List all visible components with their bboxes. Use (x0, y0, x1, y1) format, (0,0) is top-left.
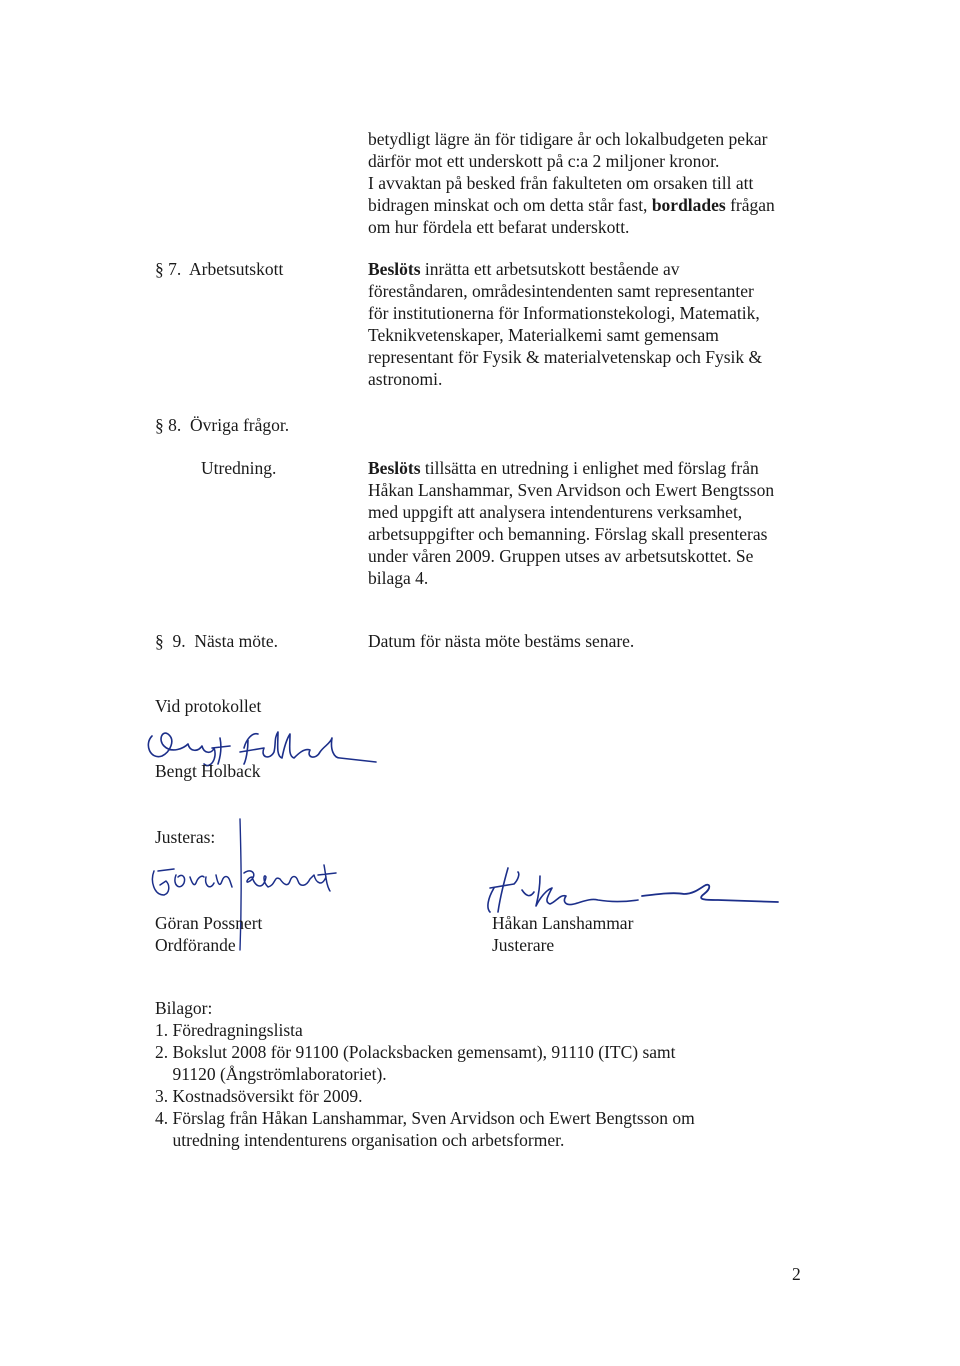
text-line: I avvaktan på besked från fakulteten om orsaken till att (368, 173, 754, 193)
text-line: astronomi. (368, 369, 443, 389)
page-number: 2 (792, 1264, 801, 1284)
text-fragment: tillsätta en utredning i enlighet med förslag från (420, 458, 759, 478)
protocol-name: Bengt Holback (155, 761, 261, 781)
section-8-sublabel: Utredning. (201, 458, 277, 478)
text-line: därför mot ett underskott på c:a 2 miljoner kronor. (368, 151, 720, 171)
list-item: 4. Förslag från Håkan Lanshammar, Sven Arvidson och Ewert Bengtsson om (155, 1108, 695, 1128)
text-line: arbetsuppgifter och bemanning. Förslag skall presenteras (368, 524, 768, 544)
section-7-body (368, 258, 762, 390)
text-line (368, 258, 762, 280)
attachments-list (155, 997, 695, 1151)
signatory-right-name: Håkan Lanshammar (492, 913, 634, 933)
text-line: Teknikvetenskaper, Materialkemi samt gemensam (368, 325, 719, 345)
text-line: under våren 2009. Gruppen utses av arbetsutskottet. Se (368, 546, 754, 566)
text-line: med uppgift att analysera intendenturens verksamhet, (368, 502, 743, 522)
text-fragment: bidragen minskat och om detta står fast, (368, 195, 652, 215)
justeras-heading: Justeras: (155, 827, 216, 847)
list-item: 91120 (Ångströmlaboratoriet). (155, 1064, 387, 1084)
text-line: betydligt lägre än för tidigare år och lokalbudgeten pekar (368, 129, 768, 149)
protocol-heading: Vid protokollet (155, 696, 262, 716)
lanshammar-signature (478, 858, 788, 918)
text-line: representant för Fysik & materialvetenskap och Fysik & (368, 347, 763, 367)
text-line: bilaga 4. (368, 568, 429, 588)
text-line (368, 194, 775, 216)
section-9-text: Datum för nästa möte bestäms senare. (368, 631, 635, 651)
section-8-label: § 8. Övriga frågor. (155, 415, 290, 435)
section-9-label: § 9. Nästa möte. (155, 631, 278, 651)
list-item: 1. Föredragningslista (155, 1020, 303, 1040)
text-line: Håkan Lanshammar, Sven Arvidson och Ewert Bengtsson (368, 480, 775, 500)
text-fragment: inrätta ett arbetsutskott bestående av (420, 259, 680, 279)
decision-keyword: bordlades (651, 195, 726, 215)
signatory-left-name: Göran Possnert (155, 913, 263, 933)
section-8-body (368, 457, 774, 589)
list-item: 3. Kostnadsöversikt för 2009. (155, 1086, 363, 1106)
text-line: om hur fördela ett befarat underskott. (368, 217, 630, 237)
intro-paragraph (368, 128, 775, 238)
list-item: utredning intendenturens organisation och arbetsformer. (155, 1130, 565, 1150)
text-line: föreståndaren, områdesintendenten samt representanter (368, 281, 754, 301)
signatory-right-role: Justerare (492, 935, 555, 955)
text-line: för institutionerna för Informationstekologi, Matematik, (368, 303, 760, 323)
text-fragment: frågan (725, 195, 775, 215)
list-item: 2. Bokslut 2008 för 91100 (Polacksbacken gemensamt), 91110 (ITC) samt (155, 1042, 676, 1062)
decision-keyword: Beslöts (368, 259, 421, 279)
text-line (368, 457, 774, 479)
section-7-label: § 7. Arbetsutskott (155, 259, 284, 279)
decision-keyword: Beslöts (368, 458, 421, 478)
signatory-left-role: Ordförande (155, 935, 236, 955)
attachments-heading: Bilagor: (155, 998, 213, 1018)
